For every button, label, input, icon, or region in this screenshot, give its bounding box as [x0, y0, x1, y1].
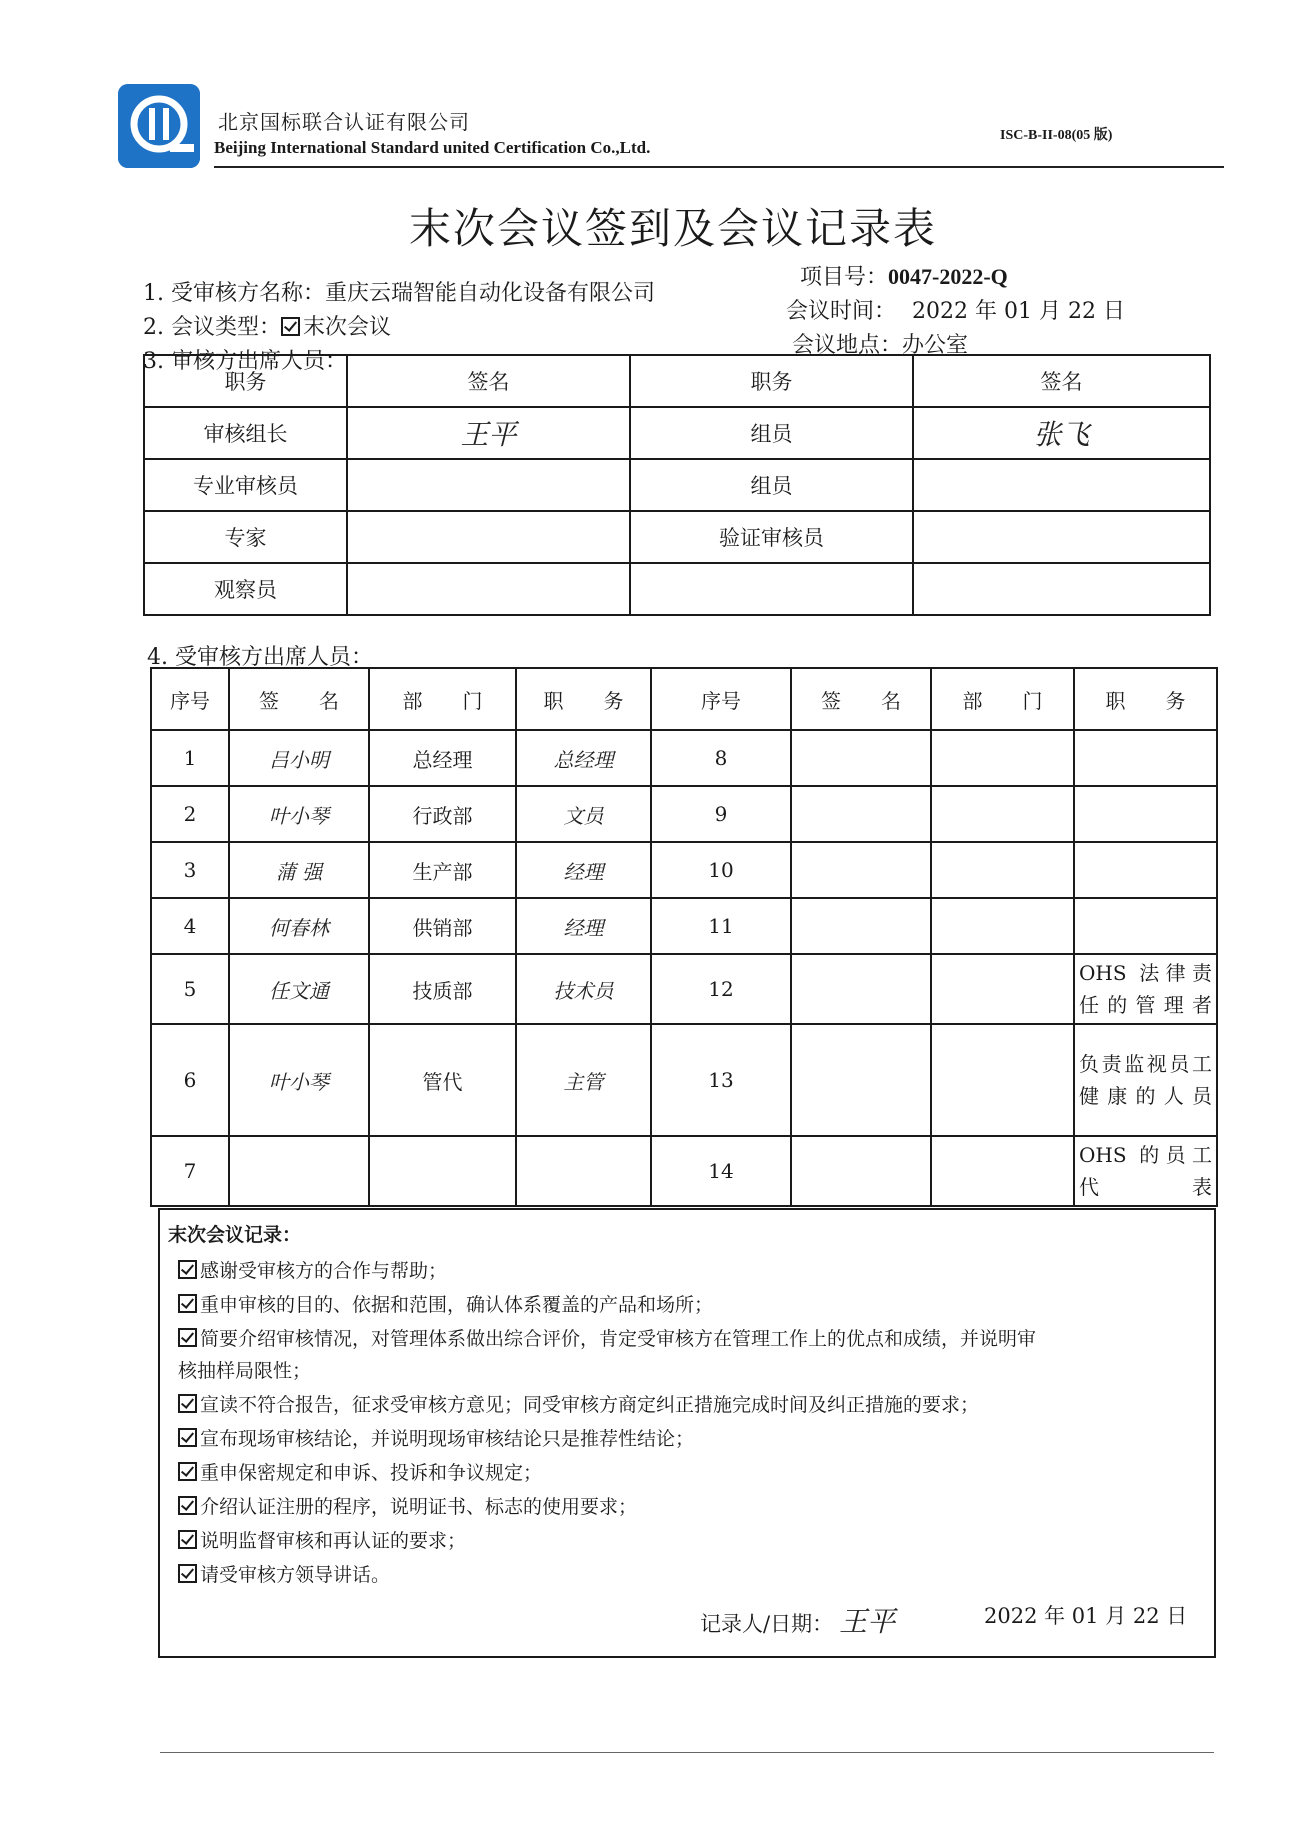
checkbox-checked-icon — [178, 1428, 197, 1447]
department-cell — [931, 898, 1074, 954]
role-cell: 专业审核员 — [144, 459, 347, 511]
signature-cell — [913, 563, 1210, 615]
department-cell: 管代 — [369, 1024, 516, 1136]
auditee-name-row — [143, 276, 655, 307]
row-number: 11 — [651, 898, 791, 954]
row-number: 14 — [651, 1136, 791, 1206]
signature-cell — [791, 786, 931, 842]
bisc-logo-icon — [118, 84, 200, 168]
minutes-item — [178, 1390, 979, 1417]
table-row — [144, 563, 1210, 615]
minutes-item — [178, 1526, 466, 1553]
project-number-label: 项目号： — [800, 265, 889, 290]
auditee-name-label: 1. 受审核方名称： — [143, 281, 325, 306]
table-row — [144, 511, 1210, 563]
checkbox-checked-icon — [178, 1496, 197, 1515]
position-cell — [1074, 786, 1217, 842]
signature-cell — [347, 459, 630, 511]
row-number: 13 — [651, 1024, 791, 1136]
checkbox-checked-icon — [281, 317, 300, 336]
header-signature: 签名 — [347, 355, 630, 407]
signature-cell — [913, 459, 1210, 511]
row-number: 1 — [151, 730, 229, 786]
signature-cell: 何春林 — [229, 898, 369, 954]
auditor-attendees-label: 3. 审核方出席人员： — [143, 349, 347, 374]
header-no: 序号 — [651, 668, 791, 730]
department-cell: 生产部 — [369, 842, 516, 898]
row-number: 4 — [151, 898, 229, 954]
role-cell: 验证审核员 — [630, 511, 913, 563]
minutes-item-text: 简要介绍审核情况，对管理体系做出综合评价，肯定受审核方在管理工作上的优点和成绩，并说明审 — [200, 1328, 1037, 1350]
signature-cell — [229, 1136, 369, 1206]
position-cell — [1074, 842, 1217, 898]
row-number: 7 — [151, 1136, 229, 1206]
row-number: 12 — [651, 954, 791, 1024]
minutes-item — [178, 1458, 542, 1485]
audit-team-table — [143, 354, 1211, 616]
record-date: 2022 年 01 月 22 日 — [984, 1604, 1188, 1628]
signature-cell: 王平 — [347, 407, 630, 459]
recorder-row — [700, 1600, 895, 1640]
company-name-cn: 北京国标联合认证有限公司 — [218, 110, 470, 134]
minutes-item — [178, 1492, 637, 1519]
meeting-time-row — [786, 294, 1125, 325]
row-number: 3 — [151, 842, 229, 898]
table-row — [144, 407, 1210, 459]
position-cell: OHS 法律责任的管理者 — [1074, 954, 1217, 1024]
checkbox-checked-icon — [178, 1328, 197, 1347]
position-cell — [1074, 730, 1217, 786]
department-cell — [931, 1024, 1074, 1136]
role-cell: 观察员 — [144, 563, 347, 615]
signature-cell: 蒲 强 — [229, 842, 369, 898]
checkbox-checked-icon — [178, 1294, 197, 1313]
minutes-item-text: 重申审核的目的、依据和范围，确认体系覆盖的产品和场所； — [200, 1294, 714, 1316]
position-cell: 技术员 — [516, 954, 651, 1024]
company-logo — [118, 84, 200, 168]
position-cell: 文员 — [516, 786, 651, 842]
checkbox-checked-icon — [178, 1530, 197, 1549]
minutes-item-continuation: 核抽样局限性； — [178, 1360, 312, 1382]
minutes-item-text: 请受审核方领导讲话。 — [200, 1564, 391, 1586]
position-cell — [1074, 898, 1217, 954]
role-cell: 审核组长 — [144, 407, 347, 459]
position-cell: 负责监视员工健康的人员 — [1074, 1024, 1217, 1136]
header-divider — [214, 166, 1224, 168]
minutes-item — [178, 1324, 1036, 1351]
position-cell: 主管 — [516, 1024, 651, 1136]
header-signature: 签 名 — [791, 668, 931, 730]
company-name-en: Beijing International Standard united Certification Co.,Ltd. — [214, 138, 651, 157]
position-cell — [516, 1136, 651, 1206]
checkbox-checked-icon — [178, 1394, 197, 1413]
minutes-item — [178, 1560, 390, 1587]
project-number-value: 0047-2022-Q — [888, 264, 1008, 289]
signature-cell: 叶小琴 — [229, 1024, 369, 1136]
meeting-time-value: 2022 年 01 月 22 日 — [912, 299, 1125, 324]
minutes-item-text: 重申保密规定和申诉、投诉和争议规定； — [200, 1462, 543, 1484]
header-role: 职务 — [630, 355, 913, 407]
recorder-label: 记录人/日期： — [700, 1612, 834, 1636]
position-cell: 总经理 — [516, 730, 651, 786]
position-cell: 经理 — [516, 898, 651, 954]
minutes-item-text: 宣布现场审核结论，并说明现场审核结论只是推荐性结论； — [200, 1428, 695, 1450]
minutes-item — [178, 1290, 713, 1317]
table-row — [151, 898, 1217, 954]
meeting-place-label: 会议地点： — [792, 333, 903, 358]
table-row — [151, 730, 1217, 786]
checkbox-checked-icon — [178, 1564, 197, 1583]
signature-cell — [791, 1024, 931, 1136]
row-number: 9 — [651, 786, 791, 842]
department-cell: 技质部 — [369, 954, 516, 1024]
project-number-row — [800, 260, 1008, 291]
row-number: 8 — [651, 730, 791, 786]
header-position: 职 务 — [1074, 668, 1217, 730]
signature-cell — [913, 511, 1210, 563]
checkbox-checked-icon — [178, 1260, 197, 1279]
header-no: 序号 — [151, 668, 229, 730]
signature-cell — [791, 730, 931, 786]
table-row — [151, 1136, 1217, 1206]
minutes-item — [178, 1424, 694, 1451]
table-row — [151, 786, 1217, 842]
signature-cell — [791, 1136, 931, 1206]
signature-cell — [347, 511, 630, 563]
page-title: 末次会议签到及会议记录表 — [408, 204, 937, 253]
role-cell: 专家 — [144, 511, 347, 563]
signature-cell: 吕小明 — [229, 730, 369, 786]
table-row — [151, 954, 1217, 1024]
minutes-item — [178, 1256, 447, 1283]
meeting-place-value: 办公室 — [902, 333, 969, 358]
department-cell — [931, 786, 1074, 842]
auditee-attendees-label: 4. 受审核方出席人员： — [147, 645, 373, 670]
signature-cell — [791, 954, 931, 1024]
role-cell — [630, 563, 913, 615]
signature-cell: 张飞 — [913, 407, 1210, 459]
department-cell: 供销部 — [369, 898, 516, 954]
table-row — [144, 459, 1210, 511]
header-department: 部 门 — [369, 668, 516, 730]
auditee-attendees-table — [150, 667, 1218, 1207]
document-code: ISC-B-II-08(05 版) — [1000, 128, 1113, 143]
minutes-item-text: 宣读不符合报告，征求受审核方意见；同受审核方商定纠正措施完成时间及纠正措施的要求； — [200, 1394, 980, 1416]
header-signature: 签 名 — [229, 668, 369, 730]
row-number: 5 — [151, 954, 229, 1024]
table-row — [151, 1024, 1217, 1136]
meeting-type-value: 末次会议 — [302, 315, 391, 340]
header-department: 部 门 — [931, 668, 1074, 730]
position-cell: OHS 的员工代表 — [1074, 1136, 1217, 1206]
header-role: 职务 — [144, 355, 347, 407]
department-cell: 总经理 — [369, 730, 516, 786]
signature-cell: 任文通 — [229, 954, 369, 1024]
minutes-item-text: 介绍认证注册的程序，说明证书、标志的使用要求； — [200, 1496, 638, 1518]
department-cell — [369, 1136, 516, 1206]
minutes-title: 末次会议记录： — [168, 1224, 302, 1246]
department-cell: 行政部 — [369, 786, 516, 842]
row-number: 6 — [151, 1024, 229, 1136]
minutes-item-text: 说明监督审核和再认证的要求； — [200, 1530, 467, 1552]
role-cell: 组员 — [630, 407, 913, 459]
header-signature: 签名 — [913, 355, 1210, 407]
meeting-type-row — [143, 310, 391, 341]
meeting-time-label: 会议时间： — [786, 299, 897, 324]
row-number: 2 — [151, 786, 229, 842]
header-position: 职 务 — [516, 668, 651, 730]
table-row — [151, 842, 1217, 898]
position-cell: 经理 — [516, 842, 651, 898]
department-cell — [931, 842, 1074, 898]
auditee-name-value: 重庆云瑞智能自动化设备有限公司 — [324, 281, 655, 306]
footer-divider — [160, 1752, 1214, 1753]
meeting-type-label: 2. 会议类型： — [143, 315, 281, 340]
department-cell — [931, 1136, 1074, 1206]
signature-cell — [791, 898, 931, 954]
checkbox-checked-icon — [178, 1462, 197, 1481]
signature-cell — [791, 842, 931, 898]
department-cell — [931, 730, 1074, 786]
row-number: 10 — [651, 842, 791, 898]
signature-cell: 叶小琴 — [229, 786, 369, 842]
minutes-item-text: 感谢受审核方的合作与帮助； — [200, 1260, 448, 1282]
role-cell: 组员 — [630, 459, 913, 511]
recorder-signature: 王平 — [839, 1605, 896, 1638]
department-cell — [931, 954, 1074, 1024]
signature-cell — [347, 563, 630, 615]
